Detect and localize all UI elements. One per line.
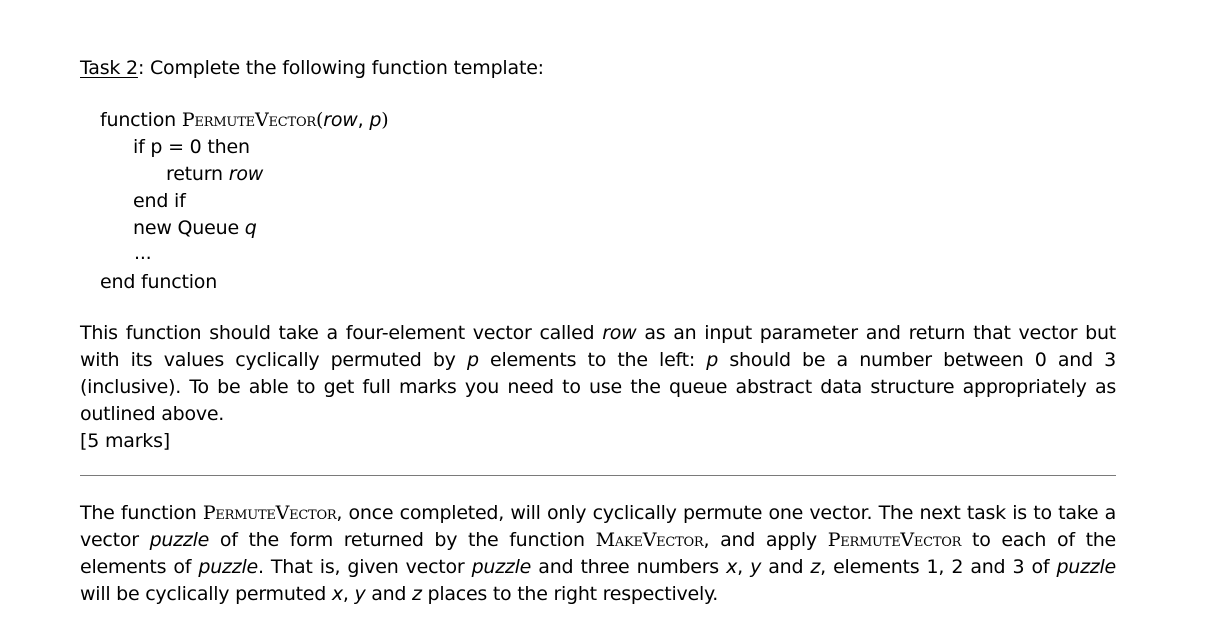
next-text-1: The function xyxy=(80,502,203,524)
next-text-14: places to the right respectively. xyxy=(421,583,719,605)
code-ellipsis: ... xyxy=(134,242,152,264)
next-permute-vector-1: PermuteVector xyxy=(202,502,337,524)
code-return-line xyxy=(166,162,263,186)
description-paragraph xyxy=(80,320,1116,428)
task-heading-text: : Complete the following function template: xyxy=(137,57,544,79)
next-text-4: , and apply xyxy=(703,529,828,551)
next-z-1: z xyxy=(810,556,821,578)
next-make-vector: MakeVector xyxy=(595,529,704,551)
next-task-paragraph xyxy=(80,500,1116,608)
next-text-3: of the form returned by the function xyxy=(209,529,596,551)
code-function-name: PermuteVector xyxy=(181,109,317,131)
code-return-var: row xyxy=(228,163,264,185)
code-comma: , xyxy=(357,109,370,131)
next-text-5: to each of the elements of xyxy=(80,529,1116,578)
description-p-var: p xyxy=(466,349,479,371)
next-x-2: x xyxy=(331,583,343,605)
code-new-queue-line xyxy=(133,216,257,240)
next-puzzle-2: puzzle xyxy=(198,556,258,578)
code-end-function: end function xyxy=(100,271,218,293)
code-if-line: if p = 0 then xyxy=(133,136,250,158)
code-keyword-function: function xyxy=(100,109,177,131)
next-text-9: and xyxy=(761,556,811,578)
next-text-11: will be cyclically permuted xyxy=(80,583,332,605)
description-text-3: elements to the left: xyxy=(478,349,707,371)
next-text-7: and three numbers xyxy=(531,556,727,578)
description-text-4: should be a number between 0 and 3 (inclusive). To be able to get full marks you need to use the queue abstract data structure appropriately as outlined above. xyxy=(80,349,1116,425)
next-x-1: x xyxy=(726,556,738,578)
marks-label: [5 marks] xyxy=(80,430,171,452)
next-text-2: , once completed, will only cyclically permute one vector. The next task is to take a vector xyxy=(80,502,1116,551)
code-return-keyword: return xyxy=(166,163,229,185)
next-z-2: z xyxy=(412,583,422,605)
code-close-paren: ) xyxy=(381,109,389,131)
task-heading xyxy=(80,56,544,80)
code-function-signature xyxy=(100,108,388,132)
next-y-1: y xyxy=(750,556,762,578)
description-row-var: row xyxy=(602,322,637,344)
next-text-13: and xyxy=(365,583,413,605)
next-puzzle-1: puzzle xyxy=(149,529,210,551)
code-open-paren: ( xyxy=(316,109,324,131)
next-text-8: , xyxy=(737,556,751,578)
code-queue-var: q xyxy=(244,217,257,239)
code-end-if: end if xyxy=(133,190,186,212)
description-text-1: This function should take a four-element vector called xyxy=(80,322,603,344)
next-puzzle-3: puzzle xyxy=(471,556,532,578)
task-label: Task 2 xyxy=(80,57,138,79)
description-text-2: as an input parameter and return that vector but with its values cyclically permuted by xyxy=(80,322,1116,371)
code-param-row: row xyxy=(323,109,358,131)
next-text-6: . That is, given vector xyxy=(257,556,472,578)
code-param-p: p xyxy=(369,109,382,131)
next-text-12: , xyxy=(342,583,355,605)
next-permute-vector-2: PermuteVector xyxy=(827,529,962,551)
next-y-2: y xyxy=(354,583,366,605)
next-puzzle-4: puzzle xyxy=(1056,556,1116,578)
description-p-var-2: p xyxy=(706,349,719,371)
section-divider xyxy=(80,475,1116,476)
next-text-10: , elements 1, 2 and 3 of xyxy=(820,556,1057,578)
code-new-queue: new Queue xyxy=(133,217,245,239)
